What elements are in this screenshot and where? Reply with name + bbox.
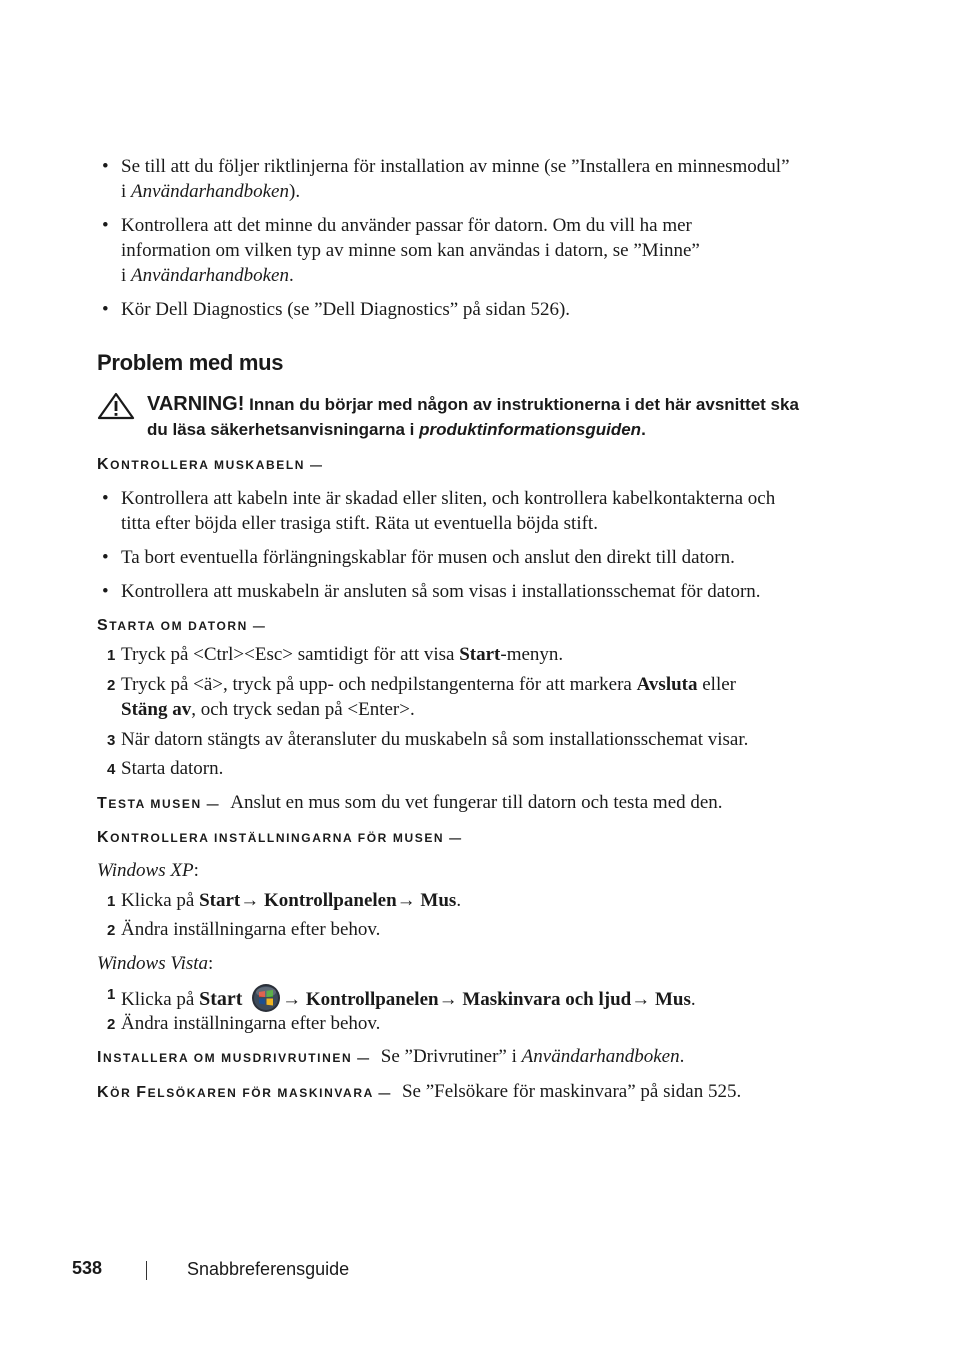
- section-title: Problem med mus: [97, 350, 284, 375]
- footer-title: Snabbreferensguide: [187, 1259, 350, 1279]
- bullet-text: i Användarhandboken).: [121, 181, 301, 202]
- step-text: När datorn stängts av återansluter du muskabeln så som installationsschemat visar.: [121, 729, 749, 750]
- step-text: Ändra inställningarna efter behov.: [121, 1013, 381, 1034]
- bullet-dot: •: [102, 299, 109, 320]
- bullet-dot: •: [102, 488, 109, 509]
- bullet-dot: •: [102, 547, 109, 568]
- step-text: Stäng av, och tryck sedan på <Enter>.: [121, 699, 415, 720]
- step-number: 2: [107, 922, 116, 939]
- bullet-text: i Användarhandboken.: [121, 265, 294, 286]
- subheading-restart: STARTA OM DATORN —: [97, 617, 267, 634]
- test-mouse-text: Anslut en mus som du vet fungerar till datorn och testa med den.: [230, 792, 723, 813]
- bullet-text: titta efter böjda eller trasiga stift. Räta ut eventuella böjda stift.: [121, 513, 598, 534]
- warning-line-1: VARNING! Innan du börjar med någon av instruktionerna i det här avsnittet ska: [147, 393, 799, 415]
- troubleshooter-paragraph: [97, 1081, 741, 1103]
- bullet-text: Se till att du följer riktlinjerna för installation av minne (se ”Installera en minnesmodul”: [121, 156, 790, 177]
- warning-triangle-icon: [97, 392, 135, 420]
- bullet-dot: •: [102, 156, 109, 177]
- step-text: Klicka på Start → Kontrollpanelen→ Maskinvara och ljud→ Mus.: [121, 983, 696, 1013]
- bullet-text: Kontrollera att kabeln inte är skadad eller sliten, och kontrollera kabelkontakterna och: [121, 488, 776, 509]
- step-number: 2: [107, 677, 116, 694]
- bullet-text: information om vilken typ av minne som kan användas i datorn, se ”Minne”: [121, 240, 700, 261]
- subheading-troubleshooter: KÖR FELSÖKAREN FÖR MASKINVARA —: [97, 1084, 392, 1101]
- bullet-dot: •: [102, 215, 109, 236]
- subheading-cable: KONTROLLERA MUSKABELN —: [97, 456, 324, 473]
- step-text: Starta datorn.: [121, 758, 224, 779]
- subheading-test: TESTA MUSEN —: [97, 795, 221, 812]
- bullet-text: Ta bort eventuella förlängningskablar för musen och anslut den direkt till datorn.: [121, 547, 735, 568]
- step-number: 1: [107, 986, 116, 1003]
- step-text: Tryck på <Ctrl><Esc> samtidigt för att visa Start-menyn.: [121, 644, 564, 665]
- driver-text: Se ”Drivrutiner” i Användarhandboken.: [380, 1046, 685, 1067]
- page-number: 538: [72, 1258, 103, 1278]
- bullet-dot: •: [102, 581, 109, 602]
- step-number: 2: [107, 1016, 116, 1033]
- windows-vista-label: Windows Vista:: [97, 953, 214, 974]
- warning-label: VARNING!: [147, 393, 245, 415]
- windows-start-orb-icon: [251, 983, 281, 1013]
- bullet-text: Kör Dell Diagnostics (se ”Dell Diagnostics” på sidan 526).: [121, 299, 571, 320]
- footer-separator: [146, 1261, 147, 1280]
- bullet-text: Kontrollera att det minne du använder passar för datorn. Om du vill ha mer: [121, 215, 692, 236]
- subheading-settings: KONTROLLERA INSTÄLLNINGARNA FÖR MUSEN —: [97, 829, 463, 846]
- warning-line-2: du läsa säkerhetsanvisningarna i produktinformationsguiden.: [147, 420, 646, 439]
- step-number: 1: [107, 893, 116, 910]
- step-number: 4: [107, 761, 116, 778]
- step-text: Ändra inställningarna efter behov.: [121, 919, 381, 940]
- subheading-driver: INSTALLERA OM MUSDRIVRUTINEN —: [97, 1049, 371, 1066]
- reinstall-driver-paragraph: [97, 1046, 684, 1068]
- step-number: 3: [107, 732, 116, 749]
- bullet-text: Kontrollera att muskabeln är ansluten så som visas i installationsschemat för datorn.: [121, 581, 761, 602]
- step-text: Klicka på Start→ Kontrollpanelen→ Mus.: [121, 890, 462, 911]
- windows-xp-label: Windows XP:: [97, 860, 199, 881]
- troubleshooter-text: Se ”Felsökare för maskinvara” på sidan 525.: [401, 1081, 742, 1102]
- step-text: Tryck på <ä>, tryck på upp- och nedpilstangenterna för att markera Avsluta eller: [121, 674, 737, 695]
- test-mouse-paragraph: [97, 792, 723, 814]
- step-number: 1: [107, 647, 116, 664]
